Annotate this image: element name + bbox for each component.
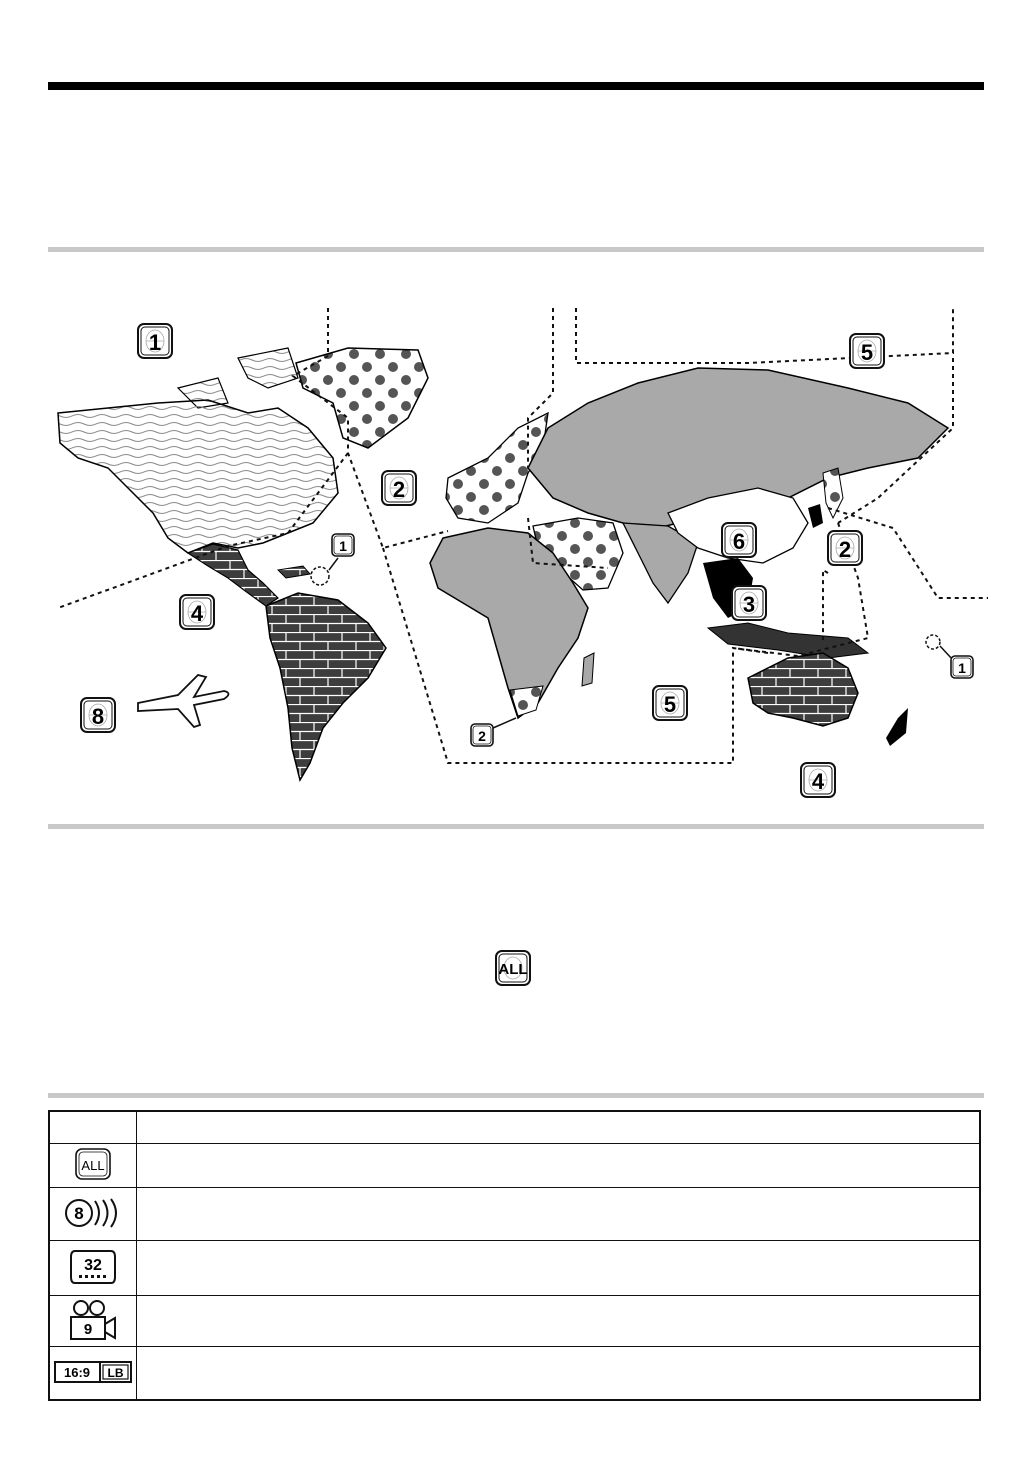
region-label-3-sea: [732, 586, 766, 620]
svg-text:3: 3: [742, 592, 756, 617]
audio-tracks-icon: [63, 1196, 123, 1230]
australia-shape: [748, 653, 858, 726]
region-label-2-south-africa: [471, 724, 493, 746]
region-label-5-russia: [850, 334, 884, 368]
row-description: [137, 1241, 981, 1296]
svg-text:6: 6: [732, 529, 746, 554]
table-header-description: [137, 1111, 981, 1144]
section-divider: [48, 1093, 984, 1098]
region-label-2-japan: [828, 531, 862, 565]
svg-text:1: 1: [148, 330, 162, 355]
svg-text:1: 1: [958, 660, 966, 676]
camera-angles-icon: [68, 1299, 118, 1341]
svg-text:2: 2: [392, 477, 406, 502]
svg-text:ALL: ALL: [498, 961, 528, 978]
region-label-1-caribbean: [332, 534, 354, 556]
all-region-icon: [75, 1148, 111, 1180]
section-divider: [48, 824, 984, 829]
svg-text:ALL: ALL: [81, 1158, 105, 1173]
table-row: [49, 1144, 980, 1188]
top-rule: [48, 82, 984, 90]
greenland-shape: [296, 348, 428, 448]
region-label-6-china: [722, 523, 756, 557]
table-row: [49, 1241, 980, 1296]
north-america-shape: [58, 400, 338, 553]
table-row: [49, 1188, 980, 1241]
disc-mark-table: [48, 1110, 981, 1401]
table-row: [49, 1296, 980, 1347]
svg-text:32: 32: [84, 1256, 102, 1274]
svg-text:8: 8: [74, 1203, 84, 1223]
row-description: [137, 1144, 981, 1188]
south-america-shape: [266, 593, 386, 780]
svg-text:1: 1: [339, 538, 347, 554]
table-header-mark: [49, 1111, 137, 1144]
svg-text:8: 8: [91, 704, 105, 729]
table-row: [49, 1347, 980, 1401]
svg-text:LB: LB: [107, 1365, 124, 1380]
region-label-5-africa: [653, 686, 687, 720]
svg-text:9: 9: [83, 1320, 93, 1338]
region-label-1-pacific: [951, 656, 973, 678]
airplane-icon: [138, 675, 229, 727]
row-description: [137, 1188, 981, 1241]
section-divider: [48, 247, 984, 252]
svg-text:4: 4: [811, 769, 825, 794]
region-label-2-europe: [382, 471, 416, 505]
table-header-row: [49, 1111, 980, 1144]
row-description: [137, 1347, 981, 1401]
region-label-4-australia: [801, 763, 835, 797]
subtitles-icon: [69, 1249, 117, 1285]
region-label-4-latin-america: [180, 595, 214, 629]
svg-text:5: 5: [663, 692, 677, 717]
world-region-map: [48, 308, 988, 808]
region-label-8-airplane: [81, 698, 115, 732]
region-label-1-north-america: [138, 324, 172, 358]
svg-text:2: 2: [838, 537, 852, 562]
all-region-badge: [495, 950, 531, 986]
svg-text:4: 4: [190, 601, 204, 626]
row-description: [137, 1296, 981, 1347]
aspect-ratio-icon: [54, 1361, 132, 1383]
svg-text:5: 5: [860, 340, 874, 365]
svg-text:16:9: 16:9: [63, 1364, 91, 1380]
svg-text:2: 2: [478, 728, 486, 744]
